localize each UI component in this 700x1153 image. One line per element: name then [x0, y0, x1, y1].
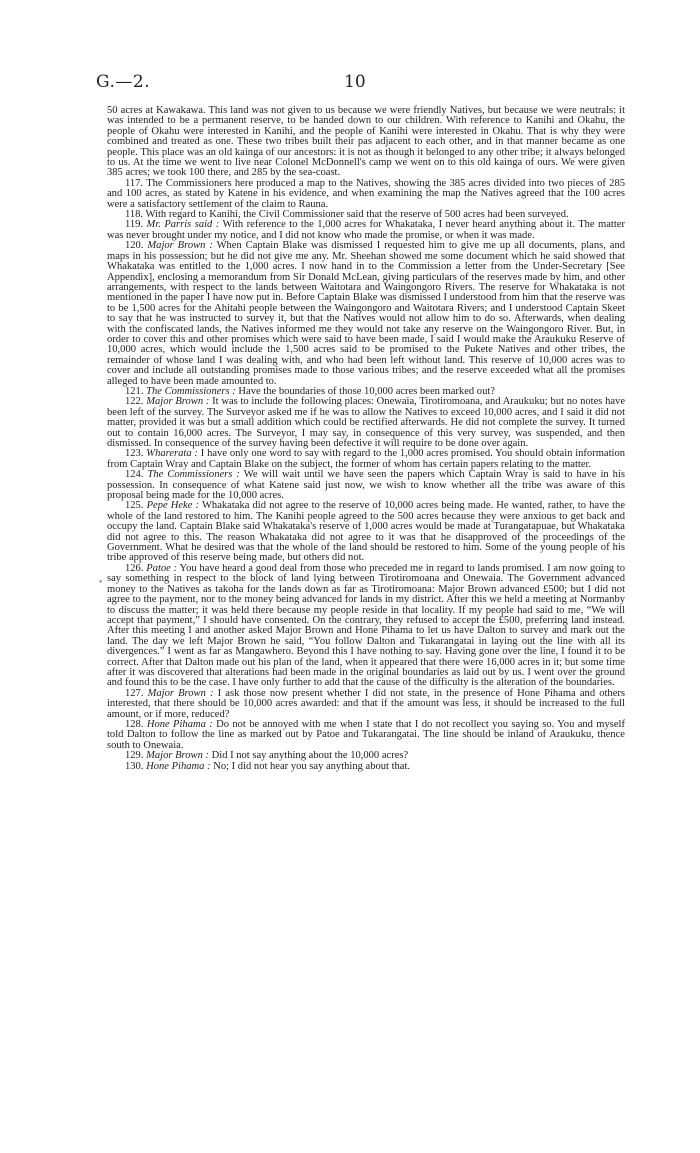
paragraph-120: [107, 241, 625, 387]
paragraph-125: [107, 501, 625, 563]
speaker-name: Hone Pihama :: [146, 718, 213, 730]
paragraph-number: 128.: [125, 718, 144, 730]
paragraph-text: Whakataka did not agree to the reserve of 10,000 acres being made. He wanted, rather, to have the whole of the land restored to him. The Kanihi people agreed to the 500 acres because they were anxious to get back and occupy the land. Captain Blake said Whakataka's reserve of 1,000 acres would be made at Turangatapuae, but Whakataka did not agree to this. The reason Whakataka did not agree to it was that he disapproved of the proceedings of the Government. What he desired was that the whole of the land should be restored to him. Some of the young people of his tribe approved of this reserve being made, but others did not.: [107, 500, 626, 564]
speaker-name: Major Brown :: [146, 750, 209, 762]
document-reference: G.—2.: [96, 72, 151, 92]
paragraph-text: Have the boundaries of those 10,000 acres been marked out?: [238, 385, 495, 397]
paragraph-text: With regard to Kanihi, the Civil Commissioner said that the reserve of 500 acres had been surveyed.: [145, 209, 569, 221]
paragraph-text: You have heard a good deal from those who preceded me in regard to lands promised. I am now going to say something in respect to the block of land lying between Tirotiromoana and Onewaia. The Government advanced money to the Natives as takoha for the lands down as far as Tirotiromoana: Major Brown advanced £500; but I did not agree to the payment, nor to the money being advanced for lands in my district. After this we held a meeting at Normanby to discuss the matter; it was held there because my people reside in that locality. If my people had said to me, “We will accept that payment,” I should have consented. On the contrary, they refused to accept the £500, preferring land instead. After this meeting I and another asked Major Brown and Hone Pihama to let us have Dalton to survey and mark out the land. The day we left Major Brown he said, “You follow Dalton and Tukarangatai in laying out the line with all its divergences.” I went as far as Mangawhero. Beyond this I have nothing to say. Having gone over the line, I found it to be correct. After that Dalton made out his plan of the land, when it appeared that there were 16,000 acres in it; but some time after it was discovered that alterations had been made in the original boundaries as laid out by us. I went over the ground and found this to be the case. I have only further to add that the cause of the difficulty is the alteration of the boundaries.: [107, 562, 625, 689]
paragraph-text: Did I not say anything about the 10,000 acres?: [211, 750, 409, 762]
speaker-name: Patoe :: [146, 562, 178, 574]
paragraph-number: 126.: [125, 562, 144, 574]
speaker-name: Hone Pihama :: [146, 760, 211, 772]
paragraph-number: 122.: [125, 396, 144, 408]
speaker-name: Mr. Parris said :: [146, 219, 220, 231]
paragraph-number: 117.: [125, 177, 144, 189]
paragraph-128: [107, 720, 625, 751]
paragraph-continuation: [107, 106, 625, 179]
paragraph-119: [107, 220, 625, 241]
paragraph-text: The Commissioners here produced a map to the Natives, showing the 385 acres divided into two pieces of 285 and 100 acres, as stated by Katene in his evidence, and when examining the map the Natives agreed that the 100 acres were a satisfactory settlement of the claim to Rauna.: [107, 177, 625, 210]
speaker-name: The Commissioners :: [146, 385, 236, 397]
margin-dot: •: [98, 578, 104, 588]
speaker-name: The Commissioners :: [147, 469, 240, 481]
speaker-name: Wharerata :: [146, 448, 198, 460]
paragraph-122: [107, 397, 625, 449]
paragraph-number: 123.: [125, 448, 144, 460]
document-body: [107, 106, 625, 772]
paragraph-text: When Captain Blake was dismissed I requested him to give me up all documents, plans, and maps in his possession; but he did not give me any. Mr. Sheehan showed me some document which he said showed that Whakataka was entitled to the 1,000 acres. I now hand in to the Commission a letter from the Under-Secretary [See Appendix], enclosing a memorandum from Sir Donald McLean, giving particulars of the reserves made by him, and other arrangements, with respect to the lands between Waitotara and Waingongoro Rivers. The reserve for Whakataka is not mentioned in the paper I have now put in. Before Captain Blake was dismissed I understood from him that the reserve was to be 1,500 acres for the Ahitahi people between the Waingongoro and Waitotara Rivers; and I understood Captain Skeet to say that he was instructed to survey it, but that the Natives would not allow him to do so. Afterwards, when dealing with the confiscated lands, the Natives informed me they would not take any reserve on the Waingongoro River. But, in order to cover this and other promises which were said to have been made, I said I would make the Araukuku Reserve of 10,000 acres, which would include the 1,500 acres said to be promised to the Pukete Natives and other tribes, the remainder of whose land I was dealing with, and who had been left without land. This reserve of 10,000 acres was to cover and include all outstanding promises made to those various tribes; and the reserve exceeded what all the promises alleged to have been made amounted to.: [107, 240, 626, 387]
paragraph-117: [107, 179, 625, 210]
speaker-name: Major Brown :: [147, 240, 213, 252]
paragraph-123: [107, 449, 625, 470]
paragraph-number: 124.: [125, 469, 144, 481]
paragraph-number: 130.: [125, 760, 144, 772]
paragraph-130: [107, 762, 625, 772]
paragraph-text: I ask those now present whether I did not state, in the presence of Hone Pihama and others interested, that there should be 10,000 acres awarded: and that if the amount was less, it should be increased to the full amount, or if more, reduced?: [107, 687, 626, 720]
paragraph-number: 129.: [125, 750, 144, 762]
paragraph-number: 121.: [125, 385, 144, 397]
paragraph-127: [107, 689, 625, 720]
page-number: 10: [344, 72, 366, 92]
paragraph-number: 120.: [125, 240, 144, 252]
paragraph-text: It was to include the following places: Onewaia, Tirotiromoana, and Araukuku; but no notes have been left of the survey. The Surveyor asked me if he was to allow the Natives to exceed 10,000 acres, and I said it did not matter, provided it was but a small addition which could be rectified afterwards. He did not complete the survey. It turned out to contain 16,000 acres. The Surveyor, I may say, in consequence of this very survey, was suspended, and then dismissed. In consequence of the survey having been defective it will require to be done over again.: [107, 396, 626, 449]
page-header: [96, 72, 604, 96]
paragraph-number: 118.: [125, 209, 144, 221]
paragraph-text: 50 acres at Kawakawa. This land was not given to us because we were friendly Natives, but because we were neutrals: it was intended to be a permanent reserve, to be handed down to our children. With reference to Kanihi and Okahu, the people of Okahu were interested in Kanihi, and the people of Kanihi were interested in Okahu. That is why they were combined and treated as one. These two tribes built their pas adjacent to each other, and in that manner became as one people. This place was an old kainga of our ancestors: it is not as though it belonged to any other tribe; it always belonged to us. At the time we went to live near Colonel McDonnell's camp we went on to this old kainga of ours. We were given 385 acres; we took 100 there, and 285 by the sea-coast.: [107, 105, 625, 179]
paragraph-number: 119.: [125, 219, 144, 231]
paragraph-text: No; I did not hear you say anything about that.: [213, 760, 411, 772]
paragraph-number: 125.: [125, 500, 144, 512]
paragraph-124: [107, 470, 625, 501]
paragraph-text: Do not be annoyed with me when I state that I do not recollect you saying so. You and myself told Dalton to follow the line as marked out by Patoe and Tukarangatai. The line should be inland of Araukuku, thence south to Onewaia.: [107, 718, 625, 751]
speaker-name: Major Brown :: [147, 687, 214, 699]
speaker-name: Pepe Heke :: [146, 500, 200, 512]
speaker-name: Major Brown :: [146, 396, 210, 408]
paragraph-text: With reference to the 1,000 acres for Whakataka, I never heard anything about it. The matter was never brought under my notice, and I did not know who made the promise, or when it was made.: [107, 219, 625, 241]
paragraph-126: [107, 564, 625, 689]
paragraph-text: We will wait until we have seen the papers which Captain Wray is said to have in his possession. In consequence of what Katene said just now, we wish to know whether all the tribe was aware of this proposal being made for the 10,000 acres.: [107, 469, 625, 502]
paragraph-number: 127.: [125, 687, 144, 699]
paragraph-text: I have only one word to say with regard to the 1,000 acres promised. You should obtain information from Captain Wray and Captain Blake on the subject, the former of whom has certain papers relating to the matter.: [107, 448, 626, 470]
